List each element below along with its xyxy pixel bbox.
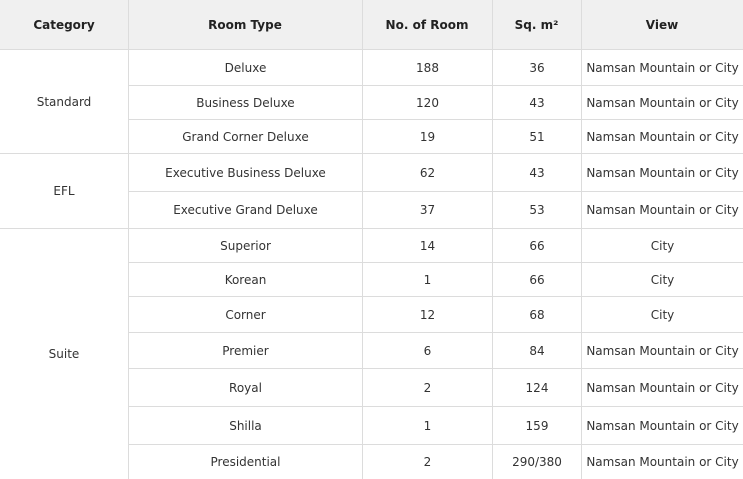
room-count: 2	[423, 455, 432, 469]
room-view: Namsan Mountain or City	[586, 203, 739, 217]
header-category: Category	[0, 0, 128, 49]
room-view: City	[650, 272, 675, 287]
room-view: City	[650, 307, 675, 322]
room-sqm: 43	[529, 165, 545, 180]
room-count: 14	[419, 238, 436, 253]
room-view: Namsan Mountain or City	[586, 418, 739, 433]
room-sqm: 53	[529, 203, 545, 217]
room-count: 62	[419, 165, 436, 180]
room-type: Corner	[225, 307, 266, 322]
room-type: Royal	[229, 380, 262, 395]
room-type: Deluxe	[224, 60, 267, 75]
column-divider	[581, 0, 582, 479]
room-sqm: 66	[529, 238, 545, 253]
column-divider	[492, 0, 493, 479]
room-count: 120	[416, 95, 439, 110]
category-label: Suite	[48, 347, 80, 361]
room-type: Korean	[224, 272, 267, 287]
room-count: 1	[423, 272, 432, 287]
room-type: Presidential	[210, 455, 281, 469]
room-type: Shilla	[229, 418, 262, 433]
category-label: EFL	[53, 184, 75, 198]
room-sqm: 43	[529, 95, 545, 110]
room-view: Namsan Mountain or City	[586, 380, 739, 395]
room-sqm: 36	[529, 60, 545, 75]
room-view: Namsan Mountain or City	[586, 95, 739, 110]
header-view: View	[581, 0, 743, 49]
room-sqm: 159	[525, 418, 549, 433]
room-sqm: 68	[529, 307, 545, 322]
header-sqm: Sq. m²	[492, 0, 581, 49]
room-count: 37	[419, 203, 436, 217]
room-count: 2	[423, 380, 432, 395]
room-sqm: 124	[525, 380, 549, 395]
room-count: 188	[416, 60, 439, 75]
room-view: Namsan Mountain or City	[586, 165, 739, 180]
room-view: City	[650, 238, 675, 253]
room-type: Premier	[222, 343, 269, 358]
header-room-count: No. of Room	[362, 0, 492, 49]
column-divider	[362, 0, 363, 479]
room-count: 1	[423, 418, 432, 433]
room-sqm: 84	[529, 343, 545, 358]
column-divider	[128, 0, 129, 479]
room-count: 12	[419, 307, 436, 322]
room-sqm: 51	[529, 129, 545, 144]
room-type: Superior	[220, 238, 271, 253]
room-type: Grand Corner Deluxe	[182, 129, 309, 144]
room-view: Namsan Mountain or City	[586, 129, 739, 144]
room-type: Business Deluxe	[196, 95, 295, 110]
room-count: 19	[419, 129, 436, 144]
room-view: Namsan Mountain or City	[586, 60, 739, 75]
room-count: 6	[423, 343, 432, 358]
header-room-type: Room Type	[128, 0, 362, 49]
room-sqm: 290/380	[512, 455, 562, 469]
room-sqm: 66	[529, 272, 545, 287]
room-view: Namsan Mountain or City	[586, 455, 739, 469]
room-type: Executive Grand Deluxe	[173, 203, 318, 217]
room-view: Namsan Mountain or City	[586, 343, 739, 358]
room-type: Executive Business Deluxe	[165, 165, 326, 180]
category-label: Standard	[36, 94, 92, 109]
